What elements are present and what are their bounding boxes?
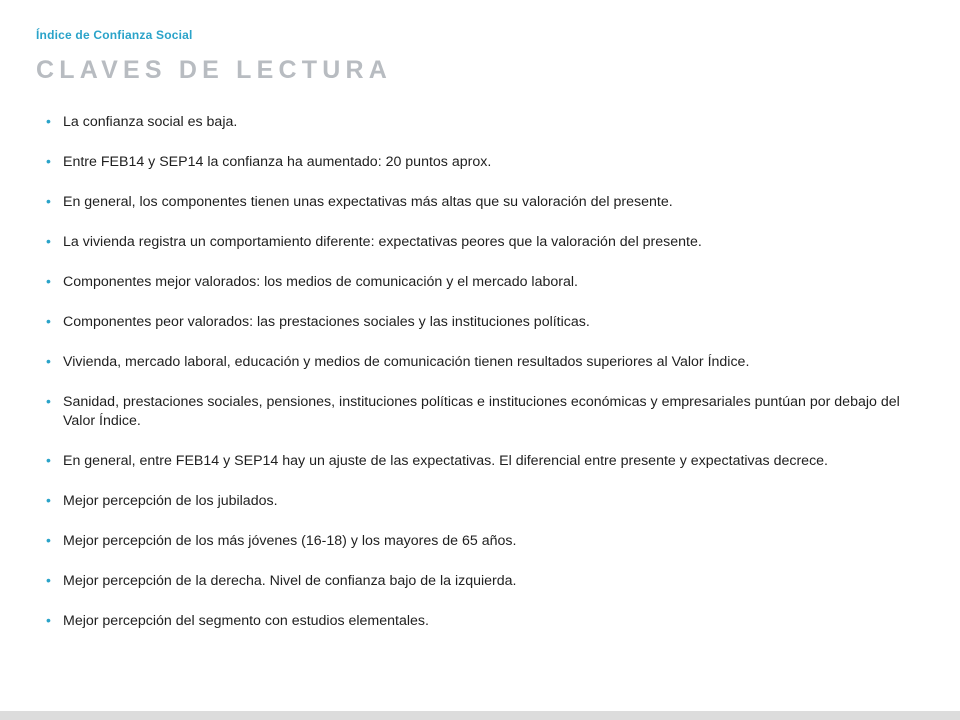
list-item [46, 452, 926, 471]
list-item [46, 113, 926, 132]
footer-bar [0, 711, 960, 720]
bullet-dot-icon: • [46, 273, 51, 289]
bullet-dot-icon: • [46, 393, 51, 409]
bullet-text: Entre FEB14 y SEP14 la confianza ha aumentado: 20 puntos aprox. [63, 154, 492, 170]
page-title: CLAVES DE LECTURA [36, 56, 393, 84]
bullet-text: Mejor percepción del segmento con estudios elementales. [63, 613, 429, 629]
bullet-dot-icon: • [46, 353, 51, 369]
bullet-text: Componentes mejor valorados: los medios de comunicación y el mercado laboral. [63, 274, 578, 290]
list-item [46, 233, 926, 252]
bullet-dot-icon: • [46, 193, 51, 209]
bullet-dot-icon: • [46, 153, 51, 169]
bullet-text: En general, entre FEB14 y SEP14 hay un ajuste de las expectativas. El diferencial entre presente y expectativas decrece. [63, 453, 828, 469]
list-item [46, 612, 926, 631]
list-item [46, 393, 926, 431]
bullet-dot-icon: • [46, 233, 51, 249]
bullet-dot-icon: • [46, 532, 51, 548]
bullet-dot-icon: • [46, 572, 51, 588]
bullet-text: Mejor percepción de los jubilados. [63, 493, 278, 509]
bullet-dot-icon: • [46, 492, 51, 508]
bullet-text: Mejor percepción de la derecha. Nivel de confianza bajo de la izquierda. [63, 573, 517, 589]
bullet-dot-icon: • [46, 612, 51, 628]
report-kicker: Índice de Confianza Social [36, 28, 193, 42]
list-item [46, 572, 926, 591]
bullet-text: En general, los componentes tienen unas expectativas más altas que su valoración del presente. [63, 194, 673, 210]
bullet-text: La vivienda registra un comportamiento diferente: expectativas peores que la valoración del presente. [63, 234, 702, 250]
list-item [46, 273, 926, 292]
bullet-text: Sanidad, prestaciones sociales, pensiones, instituciones políticas e instituciones económicas y empresariales puntúan por debajo del Valor Índice. [63, 394, 900, 429]
list-item [46, 313, 926, 332]
list-item [46, 532, 926, 551]
bullet-text: La confianza social es baja. [63, 114, 238, 130]
bullet-text: Componentes peor valorados: las prestaciones sociales y las instituciones políticas. [63, 314, 590, 330]
bullet-dot-icon: • [46, 113, 51, 129]
bullet-text: Vivienda, mercado laboral, educación y medios de comunicación tienen resultados superiores al Valor Índice. [63, 354, 750, 370]
list-item [46, 193, 926, 212]
bullet-dot-icon: • [46, 313, 51, 329]
key-points-list [46, 113, 926, 652]
bullet-text: Mejor percepción de los más jóvenes (16-18) y los mayores de 65 años. [63, 533, 517, 549]
list-item [46, 353, 926, 372]
bullet-dot-icon: • [46, 452, 51, 468]
list-item [46, 153, 926, 172]
list-item [46, 492, 926, 511]
